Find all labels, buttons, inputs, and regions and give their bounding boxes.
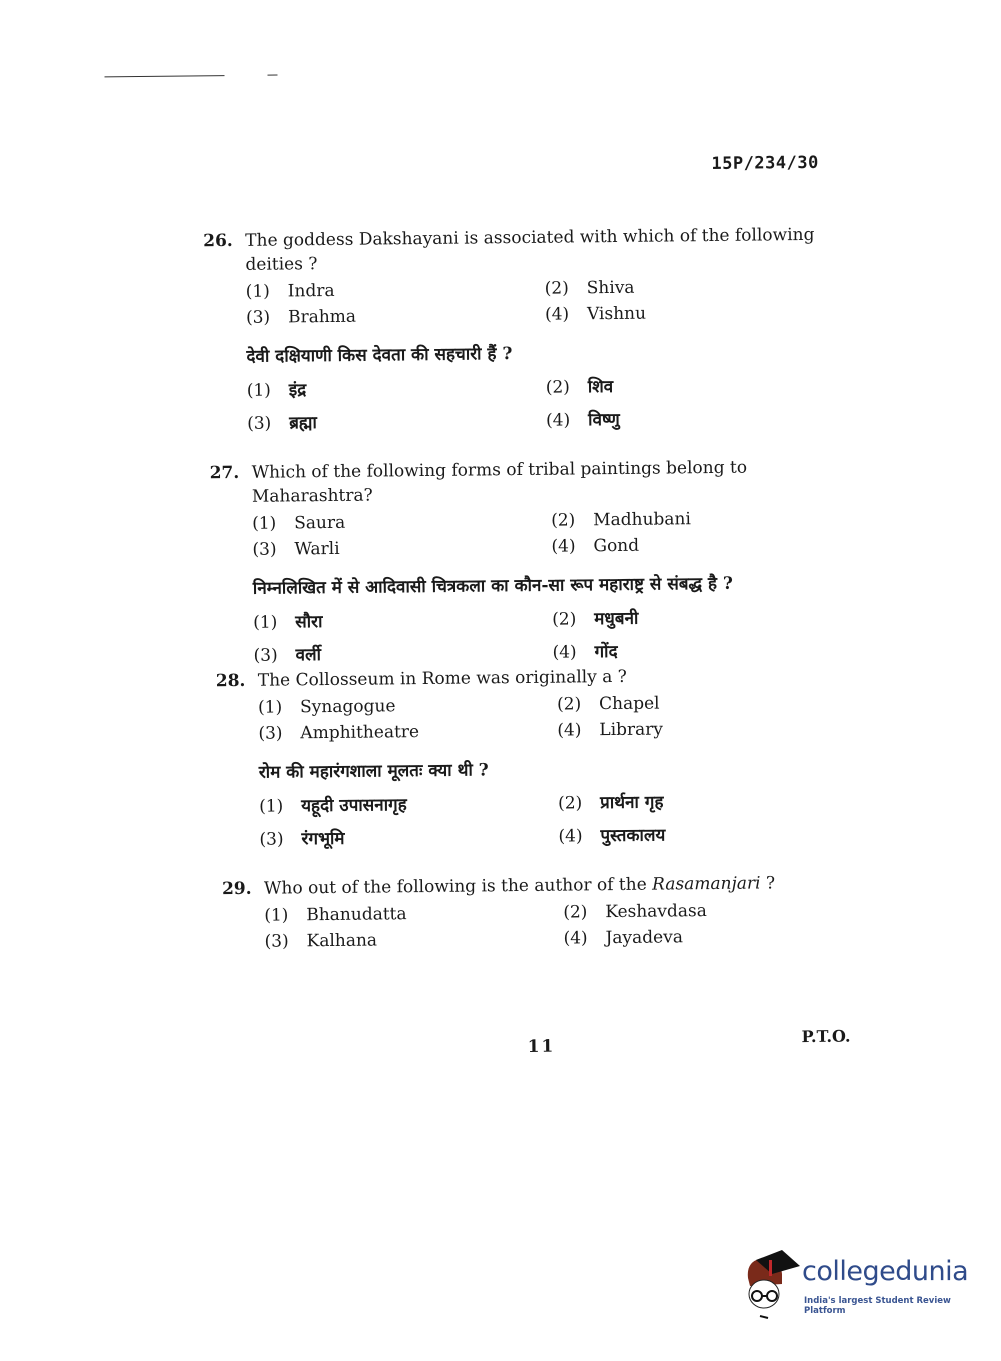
question-number: 27. bbox=[209, 462, 240, 484]
question-hindi: रोम की महारंगशाला मूलतः क्या थी ? bbox=[258, 760, 489, 783]
option-text: वर्ली bbox=[295, 645, 322, 666]
option-2 bbox=[551, 506, 691, 533]
options bbox=[205, 369, 846, 442]
option-label: (1) bbox=[246, 380, 271, 401]
question-english: Who out of the following is the author of the Rasamanjari ? bbox=[263, 873, 776, 899]
option-text: विष्णु bbox=[588, 409, 620, 431]
option-2 bbox=[557, 691, 660, 718]
option-text: प्रार्थना गृह bbox=[600, 792, 664, 814]
collegedunia-logo bbox=[742, 1250, 968, 1320]
option-label: (4) bbox=[552, 642, 577, 663]
option-label: (3) bbox=[245, 307, 271, 328]
option-4 bbox=[551, 533, 639, 560]
option-1 bbox=[246, 278, 335, 305]
option-label: (4) bbox=[563, 928, 588, 949]
question-english: The goddess Dakshayani is associated with which of the following deities ? bbox=[245, 224, 815, 275]
option-3 bbox=[259, 823, 344, 857]
option-2 bbox=[546, 371, 614, 405]
option-label: (1) bbox=[245, 281, 270, 302]
option-4 bbox=[558, 819, 665, 853]
option-label: (1) bbox=[259, 796, 284, 817]
option-label: (1) bbox=[253, 612, 278, 633]
option-4 bbox=[545, 301, 646, 328]
option-label: (2) bbox=[544, 278, 569, 299]
option-label: (2) bbox=[545, 377, 570, 398]
option-text: रंगभूमि bbox=[301, 828, 345, 850]
option-text: Brahma bbox=[287, 306, 357, 328]
option-label: (2) bbox=[563, 902, 588, 923]
option-3 bbox=[252, 536, 339, 563]
option-text: Indra bbox=[287, 280, 335, 302]
option-2 bbox=[552, 603, 639, 637]
option-label: (2) bbox=[556, 694, 582, 715]
option-4 bbox=[546, 404, 620, 438]
option-label: (3) bbox=[253, 645, 278, 666]
header-rule-short bbox=[267, 75, 277, 76]
option-text: Jayadeva bbox=[605, 927, 684, 949]
header-rule bbox=[104, 75, 224, 77]
option-label: (3) bbox=[252, 539, 277, 560]
option-text: इंद्र bbox=[288, 380, 307, 401]
option-3 bbox=[247, 407, 317, 441]
option-2 bbox=[545, 275, 635, 302]
option-label: (1) bbox=[258, 697, 283, 718]
option-text: Shiva bbox=[586, 277, 635, 299]
option-text: Amphitheatre bbox=[300, 722, 420, 744]
question-28 bbox=[216, 662, 858, 857]
option-1 bbox=[258, 693, 396, 720]
hindi-version bbox=[217, 754, 858, 857]
question-27 bbox=[210, 455, 852, 674]
question-hindi: देवी दक्षियाणी किस देवता की सहचारी हैं ? bbox=[246, 344, 513, 367]
option-label: (3) bbox=[259, 829, 284, 850]
hindi-version bbox=[211, 571, 852, 674]
option-4 bbox=[563, 924, 683, 951]
option-text: Vishnu bbox=[586, 303, 647, 325]
option-text: शिव bbox=[587, 377, 614, 398]
option-text: Chapel bbox=[598, 693, 660, 715]
question-english: Which of the following forms of tribal paintings belong to Maharashtra? bbox=[251, 457, 748, 507]
question-hindi: निम्नलिखित में से आदिवासी चित्रकला का कौन-सा रूप महाराष्ट्र से संबद्ध है ? bbox=[252, 573, 733, 599]
question-number: 26. bbox=[203, 230, 233, 252]
option-label: (3) bbox=[247, 413, 272, 434]
question-26 bbox=[203, 223, 845, 442]
option-1 bbox=[259, 789, 407, 824]
option-text: Kalhana bbox=[306, 930, 378, 952]
option-2 bbox=[558, 787, 664, 821]
option-1 bbox=[247, 374, 307, 408]
option-text: गोंद bbox=[594, 641, 618, 663]
logo-brand: collegedunia bbox=[802, 1256, 969, 1287]
option-label: (4) bbox=[557, 720, 582, 741]
option-text: Warli bbox=[294, 538, 340, 560]
options bbox=[211, 601, 852, 674]
hindi-version bbox=[204, 339, 845, 442]
option-text: Saura bbox=[294, 512, 346, 534]
question-english: The Collosseum in Rome was originally a ? bbox=[257, 666, 627, 691]
option-label: (2) bbox=[551, 510, 576, 531]
option-1 bbox=[252, 510, 345, 537]
option-text: सौरा bbox=[295, 612, 323, 633]
question-text bbox=[203, 223, 843, 278]
question-number: 28. bbox=[215, 670, 246, 692]
option-label: (2) bbox=[552, 609, 577, 630]
option-label: (4) bbox=[546, 410, 571, 431]
option-label: (1) bbox=[252, 513, 277, 534]
option-1 bbox=[253, 606, 323, 640]
option-3 bbox=[264, 928, 377, 955]
option-1 bbox=[264, 901, 407, 928]
option-3 bbox=[246, 304, 356, 331]
option-text: Synagogue bbox=[300, 696, 396, 718]
option-2 bbox=[563, 898, 707, 926]
option-text: Bhanudatta bbox=[306, 904, 407, 926]
option-text: Keshavdasa bbox=[605, 901, 707, 923]
question-number: 29. bbox=[221, 878, 252, 900]
option-label: (3) bbox=[264, 931, 289, 952]
page-number: 11 bbox=[527, 1036, 556, 1057]
option-label: (4) bbox=[551, 536, 576, 557]
options bbox=[204, 273, 845, 332]
options bbox=[210, 505, 851, 564]
option-label: (4) bbox=[544, 304, 570, 325]
option-label: (1) bbox=[264, 905, 289, 926]
option-label: (4) bbox=[558, 826, 583, 847]
option-text: Library bbox=[599, 719, 664, 741]
option-text: यहूदी उपासनागृह bbox=[301, 795, 407, 817]
option-text: Gond bbox=[593, 535, 640, 557]
options bbox=[216, 688, 857, 747]
option-text: पुस्तकालय bbox=[600, 825, 666, 847]
pto-label: P.T.O. bbox=[801, 1026, 851, 1047]
option-text: ब्रह्मा bbox=[289, 413, 317, 434]
option-label: (2) bbox=[558, 793, 583, 814]
option-label: (3) bbox=[258, 723, 283, 744]
paper-code: 15P/234/30 bbox=[711, 152, 819, 174]
question-text bbox=[210, 455, 850, 510]
option-text: Madhubani bbox=[593, 509, 692, 531]
option-3 bbox=[258, 719, 419, 747]
option-4 bbox=[557, 717, 663, 744]
mascot-icon bbox=[742, 1250, 802, 1320]
options bbox=[217, 784, 858, 857]
options bbox=[222, 896, 863, 955]
option-text: मधुबनी bbox=[594, 608, 639, 630]
question-29 bbox=[222, 870, 863, 955]
logo-tagline: India's largest Student Review Platform bbox=[804, 1296, 951, 1316]
